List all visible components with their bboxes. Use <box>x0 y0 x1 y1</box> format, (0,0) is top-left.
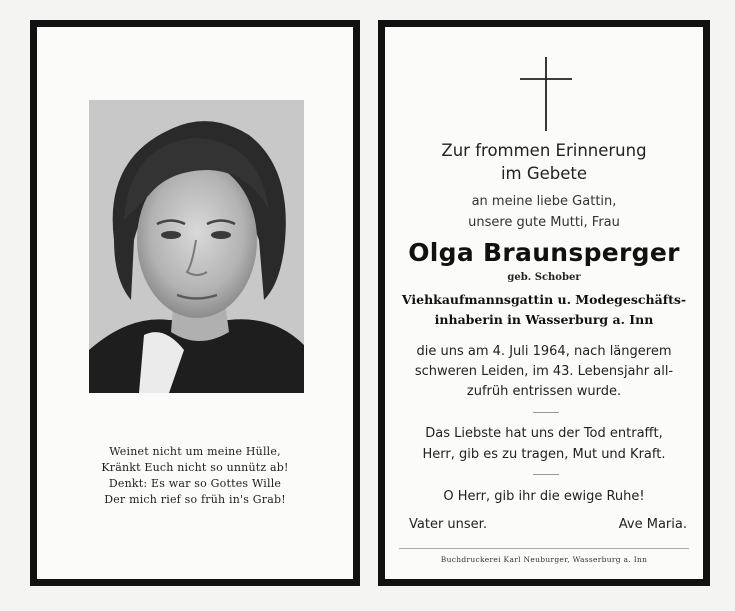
death-notice-line: die uns am 4. Juli 1964, nach längerem <box>416 344 672 359</box>
deceased-name: Olga Braunsperger <box>408 238 680 267</box>
heading-line: im Gebete <box>500 164 588 183</box>
quote-line: Herr, gib es zu tragen, Mut und Kraft. <box>422 447 666 462</box>
verse-line: Denkt: Es war so Gottes Wille <box>108 477 282 490</box>
divider <box>533 412 559 413</box>
prayer-line: O Herr, gib ihr die ewige Ruhe! <box>443 489 645 504</box>
prayer-left: Vater unser. <box>409 517 487 532</box>
portrait-image <box>89 100 304 393</box>
latin-cross-icon <box>520 57 572 131</box>
verse-line: Kränkt Euch nicht so unnütz ab! <box>101 461 289 474</box>
printer-credit: Buchdruckerei Karl Neuburger, Wasserburg a. Inn <box>440 555 648 564</box>
death-notice-line: schweren Leiden, im 43. Lebensjahr all- <box>414 364 674 379</box>
maiden-name: geb. Schober <box>507 272 581 283</box>
footer-rule <box>399 548 689 549</box>
verse-line: Weinet nicht um meine Hülle, <box>109 445 281 458</box>
portrait-photo <box>89 100 304 393</box>
quote-line: Das Liebste hat uns der Tod entrafft, <box>425 426 663 441</box>
intro-line: an meine liebe Gattin, <box>471 194 617 209</box>
death-notice-line: zufrüh entrissen wurde. <box>466 384 622 399</box>
left-card <box>30 20 360 586</box>
prayer-right: Ave Maria. <box>618 517 687 532</box>
heading-line: Zur frommen Erinnerung <box>441 141 647 160</box>
memorial-verse <box>37 444 353 508</box>
intro-line: unsere gute Mutti, Frau <box>468 215 620 230</box>
occupation-line: inhaberin in Wasserburg a. Inn <box>434 312 654 327</box>
verse-line: Der mich rief so früh in's Grab! <box>104 493 286 506</box>
divider <box>533 474 559 475</box>
right-card <box>378 20 710 586</box>
occupation-line: Viehkaufmannsgattin u. Modegeschäfts- <box>401 292 687 307</box>
